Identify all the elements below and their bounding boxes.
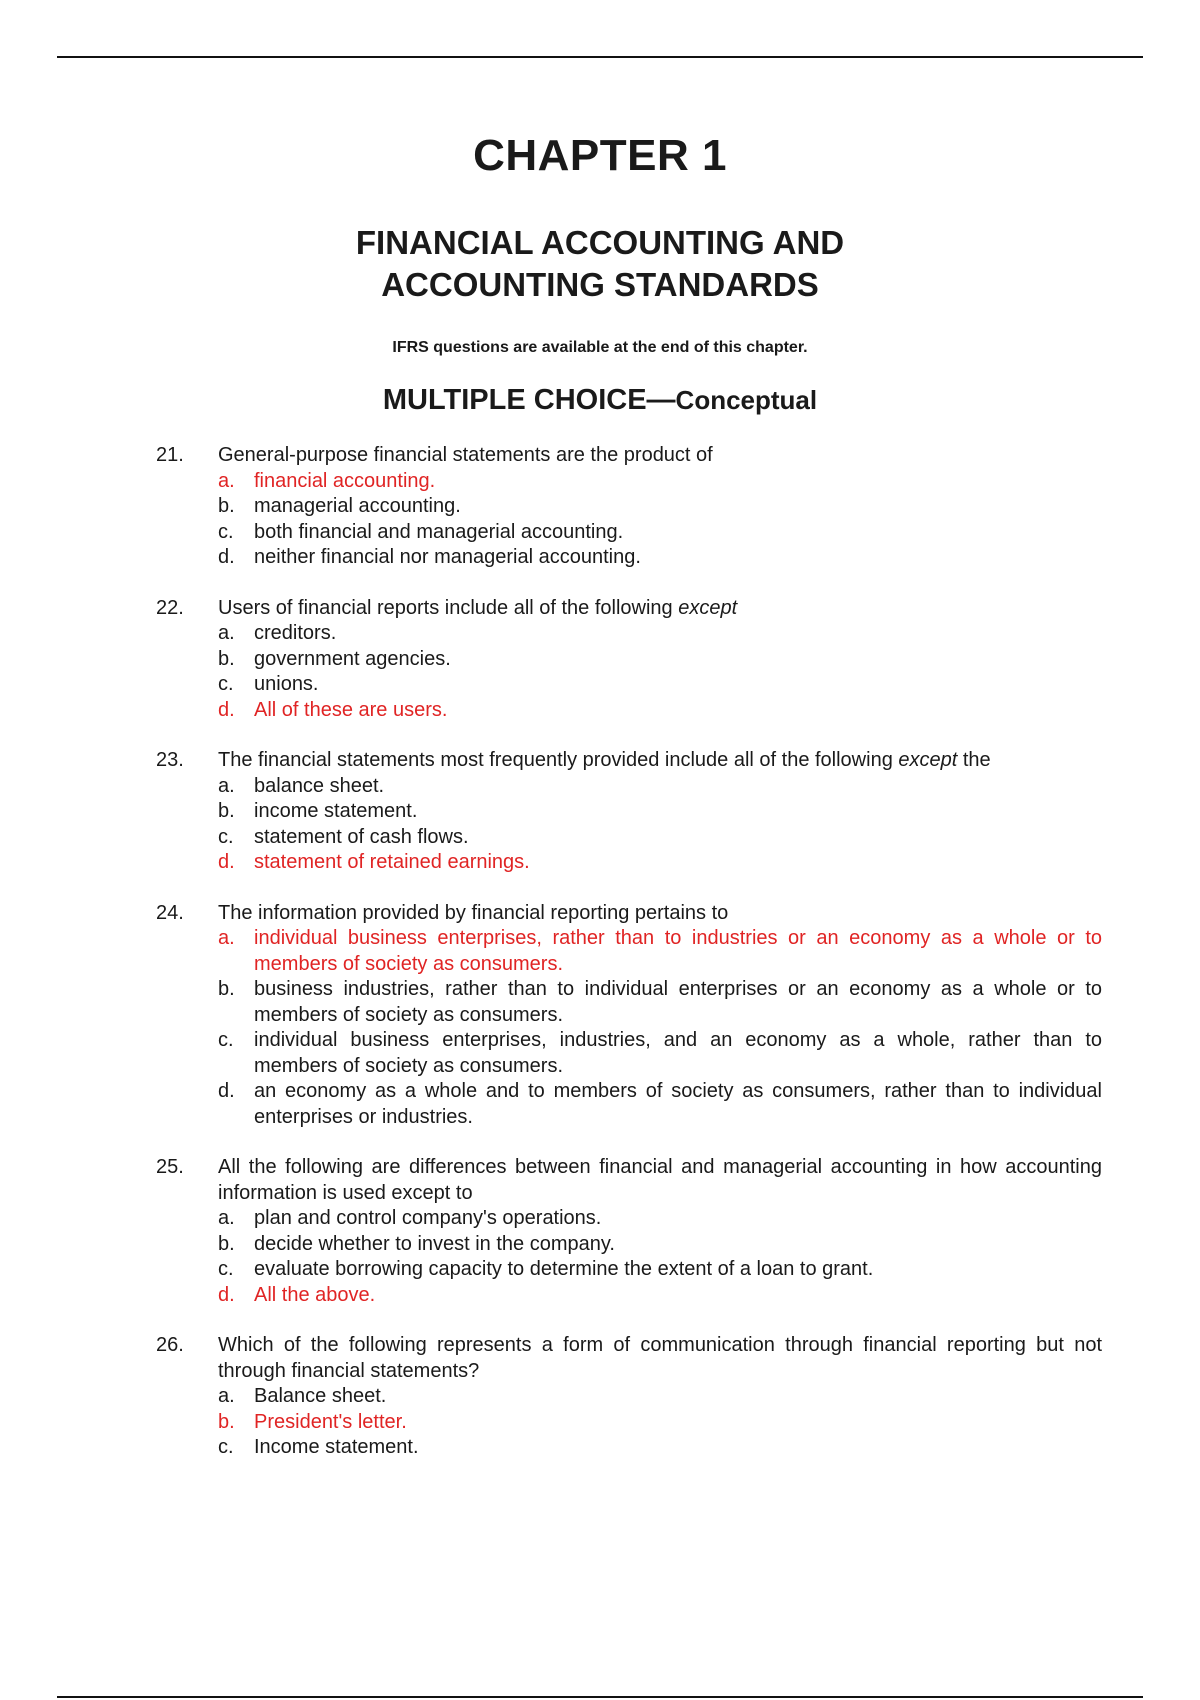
option-letter: b.: [218, 800, 235, 822]
stem-emphasis: except: [898, 749, 958, 771]
chapter-heading: CHAPTER 1: [473, 131, 727, 180]
question-body: [218, 1155, 1102, 1308]
option-text: financial accounting.: [254, 469, 436, 492]
option-letter: a.: [218, 1385, 235, 1407]
option-b: [218, 799, 1102, 825]
option-letter: d.: [218, 546, 235, 568]
question-number: 25.: [156, 1156, 184, 1178]
option-letter: d.: [218, 851, 235, 873]
question-number: 22.: [156, 596, 184, 619]
option-letter: a.: [218, 469, 235, 492]
section-heading-main: MULTIPLE CHOICE—: [382, 384, 676, 416]
option-letter: b.: [218, 978, 235, 1000]
option-letter: a.: [218, 1207, 235, 1229]
option-b: [218, 1410, 1102, 1436]
option-text: statement of retained earnings.: [254, 851, 530, 873]
option-text: individual business enterprises, rather than to industries or an economy as a whole or to members of society as consumers.: [254, 927, 1102, 975]
option-text: both financial and managerial accounting.: [254, 520, 624, 543]
option-a: [218, 774, 1102, 800]
option-d: [218, 545, 1102, 571]
option-a: [218, 926, 1102, 977]
option-letter: a.: [218, 927, 235, 949]
option-text: neither financial nor managerial accounting.: [254, 546, 641, 568]
option-b: [218, 647, 1102, 673]
option-b: [218, 494, 1102, 520]
option-text: balance sheet.: [254, 774, 385, 797]
option-text: President's letter.: [254, 1410, 407, 1433]
stem-text-after: the: [957, 749, 991, 771]
top-rule: [57, 56, 1143, 58]
option-a: [218, 469, 1102, 495]
question-body: [218, 1333, 1102, 1461]
option-c: [218, 1435, 1102, 1461]
option-letter: b.: [218, 495, 235, 517]
option-c: [218, 1257, 1102, 1283]
question-stem: [218, 596, 1102, 622]
option-d: [218, 1079, 1102, 1130]
option-b: [218, 1232, 1102, 1258]
option-text: statement of cash flows.: [254, 825, 469, 848]
option-text: evaluate borrowing capacity to determine the extent of a loan to grant.: [254, 1258, 874, 1280]
question-list: [156, 443, 1102, 1486]
option-text: All of these are users.: [254, 698, 448, 721]
stem-text: Users of financial reports include all of the following: [218, 596, 679, 619]
option-b: [218, 977, 1102, 1028]
question-26: [156, 1333, 1102, 1461]
option-text: income statement.: [254, 800, 418, 822]
page-header: [0, 130, 1200, 418]
option-letter: d.: [218, 698, 235, 721]
option-c: [218, 1028, 1102, 1079]
question-stem: The information provided by financial reporting pertains to: [218, 901, 729, 924]
question-23: [156, 748, 1102, 876]
stem-text: The financial statements most frequently provided include all of the following: [218, 749, 899, 771]
option-letter: b.: [218, 1232, 235, 1255]
question-stem: All the following are differences between financial and managerial accounting in how accounting information is used except to: [218, 1156, 1102, 1204]
question-24: [156, 901, 1102, 1131]
question-21: [156, 443, 1102, 571]
chapter-title-line1: FINANCIAL ACCOUNTING AND: [355, 224, 845, 261]
option-d: [218, 850, 1102, 876]
option-text: managerial accounting.: [254, 495, 461, 517]
option-text: an economy as a whole and to members of society as consumers, rather than to individual enterprises or industries.: [254, 1080, 1102, 1128]
option-letter: b.: [218, 1410, 235, 1433]
question-number: 23.: [156, 749, 184, 771]
option-text: plan and control company's operations.: [254, 1207, 602, 1229]
option-text: All the above.: [254, 1283, 376, 1306]
option-text: individual business enterprises, industries, and an economy as a whole, rather than to members of society as consumers.: [254, 1029, 1102, 1077]
question-number: 24.: [156, 901, 184, 924]
option-a: [218, 621, 1102, 647]
option-letter: c.: [218, 520, 234, 543]
option-letter: b.: [218, 647, 235, 670]
option-text: Balance sheet.: [254, 1385, 387, 1407]
option-letter: d.: [218, 1080, 235, 1102]
option-text: Income statement.: [254, 1436, 419, 1458]
option-letter: a.: [218, 774, 235, 797]
stem-emphasis: except: [678, 596, 738, 619]
question-stem: [218, 748, 1102, 774]
section-heading-sub: Conceptual: [675, 385, 818, 415]
option-letter: c.: [218, 673, 234, 695]
option-letter: c.: [218, 1029, 234, 1051]
ifrs-note: IFRS questions are available at the end of this chapter.: [392, 339, 808, 356]
option-a: [218, 1206, 1102, 1232]
question-number: 26.: [156, 1334, 184, 1356]
option-text: decide whether to invest in the company.: [254, 1232, 615, 1255]
question-25: [156, 1155, 1102, 1308]
question-body: [218, 596, 1102, 724]
option-text: business industries, rather than to individual enterprises or an economy as a whole or to members of society as consumers.: [254, 978, 1102, 1026]
option-c: [218, 672, 1102, 698]
bottom-rule: [57, 1696, 1143, 1698]
question-body: [218, 901, 1102, 1131]
question-body: [218, 748, 1102, 876]
option-text: government agencies.: [254, 647, 451, 670]
option-text: creditors.: [254, 622, 337, 644]
question-number: 21.: [156, 444, 184, 466]
option-a: [218, 1384, 1102, 1410]
question-stem: Which of the following represents a form of communication through financial reporting but not through financial statements?: [218, 1334, 1102, 1382]
chapter-title: [0, 222, 1200, 306]
option-letter: c.: [218, 1258, 234, 1280]
option-text: unions.: [254, 673, 319, 695]
option-letter: a.: [218, 622, 235, 644]
section-heading: [0, 382, 1200, 418]
option-letter: c.: [218, 825, 234, 848]
option-letter: d.: [218, 1283, 235, 1306]
option-d: [218, 698, 1102, 724]
option-d: [218, 1283, 1102, 1309]
option-c: [218, 520, 1102, 546]
option-letter: c.: [218, 1436, 234, 1458]
chapter-title-line2: ACCOUNTING STANDARDS: [381, 266, 819, 303]
option-c: [218, 825, 1102, 851]
question-22: [156, 596, 1102, 724]
question-body: [218, 443, 1102, 571]
question-stem: General-purpose financial statements are the product of: [218, 444, 713, 466]
